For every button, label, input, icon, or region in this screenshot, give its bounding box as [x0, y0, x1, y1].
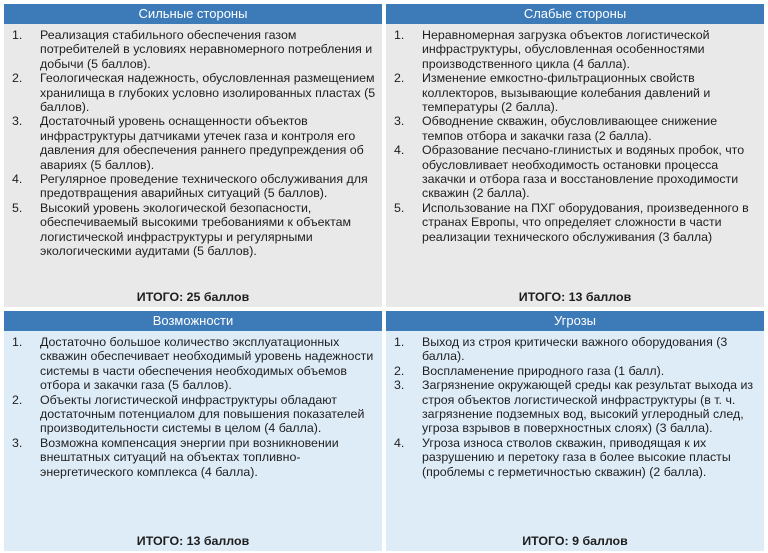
list-item: [394, 364, 758, 378]
list-item: [394, 71, 758, 114]
item-text: Возможна компенсация энергии при возникновении внештатных ситуаций на объектах топливно-энергетического комплекса (4 балла).: [40, 435, 339, 479]
threats-header: Угрозы: [386, 311, 764, 331]
list-item: [394, 201, 758, 244]
list-item: [394, 335, 758, 364]
item-number: 1.: [12, 335, 23, 349]
list-item: [12, 28, 376, 71]
item-text: Угроза износа стволов скважин, приводящая к их разрушению и перетоку газа в более высокие пласты (проблемы с герметичностью скважин) (2 балла).: [422, 435, 731, 479]
strengths-cell: [4, 4, 382, 307]
item-number: 5.: [12, 200, 23, 215]
item-number: 4.: [394, 435, 405, 450]
weaknesses-cell: [386, 4, 764, 307]
item-text: Использование на ПХГ оборудования, произведенного в странах Европы, что определяет сложности в части реализации технического обслуживания (3 балла): [422, 200, 749, 244]
item-number: 3.: [394, 114, 405, 129]
item-number: 4.: [12, 172, 23, 187]
opportunities-header: Возможности: [4, 311, 382, 331]
list-item: [12, 393, 376, 436]
list-item: [394, 143, 758, 201]
list-item: [394, 28, 758, 71]
weaknesses-total: ИТОГО: 13 баллов: [518, 290, 632, 304]
threats-total: ИТОГО: 9 баллов: [522, 534, 628, 548]
strengths-header: Сильные стороны: [4, 4, 382, 24]
weaknesses-header: Слабые стороны: [386, 4, 764, 24]
item-number: 3.: [12, 114, 23, 129]
opportunities-list: [4, 331, 382, 533]
item-number: 2.: [12, 71, 23, 86]
item-number: 2.: [394, 71, 405, 86]
item-text: Образование песчано-глинистых и водяных пробок, что обусловливает необходимость остановки процесса закачки и отбора газа и восстановление проходимости скважин (2 балла).: [422, 143, 745, 201]
item-text: Загрязнение окружающей среды как результат выхода из строя объектов логистической инфраструктуры (в т. ч. загрязнение подземных вод, высокий углеродный след, угроза взрывов в поверхностных слоях) (3 балла).: [422, 378, 754, 436]
list-item: [12, 71, 376, 114]
item-text: Изменение емкостно-фильтрационных свойств коллекторов, вызывающие колебания давлений и температуры (2 балла).: [422, 71, 711, 115]
list-item: [12, 436, 376, 479]
strengths-total: ИТОГО: 25 баллов: [136, 290, 250, 304]
item-text: Неравномерная загрузка объектов логистической инфраструктуры, обусловленная особенностями производственного цикла (4 балла).: [422, 28, 710, 71]
item-number: 2.: [12, 392, 23, 407]
item-text: Выход из строя критически важного оборудования (3 балла).: [422, 335, 728, 364]
item-number: 2.: [394, 363, 405, 378]
item-text: Реализация стабильного обеспечения газом потребителей в условиях неравномерного потребления и добычи (5 баллов).: [40, 28, 373, 71]
item-text: Высокий уровень экологической безопасности, обеспечиваемый высокими требованиями к объектам логистической инфраструктуры и регулярными экологическими аудитами (5 баллов).: [40, 200, 352, 259]
opportunities-cell: [4, 311, 382, 551]
item-number: 3.: [394, 378, 405, 393]
item-number: 5.: [394, 200, 405, 215]
weaknesses-list: [386, 24, 764, 289]
item-text: Достаточный уровень оснащенности объектов инфраструктуры датчиками утечек газа и контроля его давления для обеспечения раннего предупреждения об авариях (5 баллов).: [40, 114, 364, 172]
list-item: [394, 378, 758, 436]
list-item: [12, 201, 376, 259]
item-text: Воспламенение природного газа (1 балл).: [422, 363, 665, 378]
list-item: [12, 172, 376, 201]
strengths-list: [4, 24, 382, 289]
opportunities-total: ИТОГО: 13 баллов: [136, 534, 250, 548]
list-item: [394, 114, 758, 143]
threats-list: [386, 331, 764, 533]
list-item: [12, 335, 376, 393]
item-number: 1.: [394, 28, 405, 42]
list-item: [394, 436, 758, 479]
list-item: [12, 114, 376, 172]
item-text: Объекты логистической инфраструктуры обладают достаточным потенциалом для повышения показателей производительности системы в целом (4 балла).: [40, 392, 365, 436]
threats-cell: [386, 311, 764, 551]
item-text: Регулярное проведение технического обслуживания для предотвращения аварийных ситуаций (5 баллов).: [40, 172, 368, 201]
item-number: 1.: [12, 28, 23, 42]
item-text: Обводнение скважин, обусловливающее снижение темпов отбора и закачки газа (2 балла).: [422, 114, 718, 143]
swot-table: [4, 4, 764, 551]
item-text: Достаточно большое количество эксплуатационных скважин обеспечивает необходимый уровень надежности системы в части обеспечения необходимых объемов отбора и закачки газа (5 баллов).: [40, 335, 374, 393]
item-number: 4.: [394, 143, 405, 158]
item-number: 3.: [12, 435, 23, 450]
item-text: Геологическая надежность, обусловленная размещением хранилища в глубоких условно изолированных пластах (5 баллов).: [40, 71, 376, 115]
item-number: 1.: [394, 335, 405, 349]
